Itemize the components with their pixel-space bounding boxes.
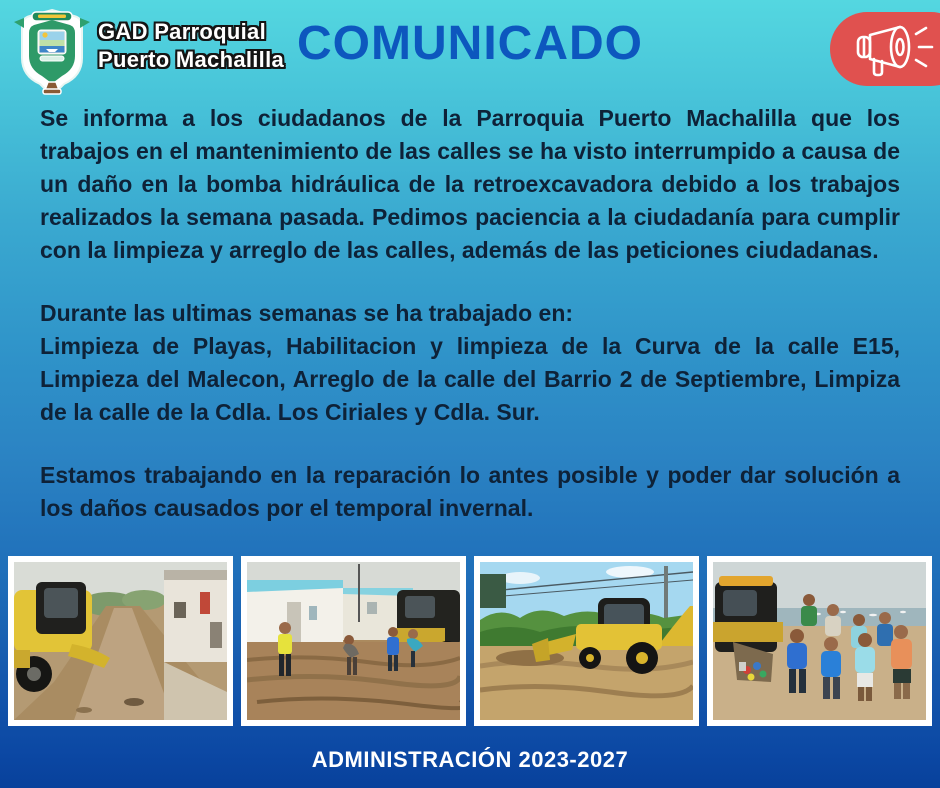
megaphone-badge (830, 12, 940, 86)
recent-works-intro: Durante las ultimas semanas se ha trabajado en: (40, 300, 574, 326)
org-name-line2: Puerto Machalilla (98, 46, 285, 72)
megaphone-icon (844, 18, 940, 80)
photo-backhoe-grading-road (474, 556, 699, 726)
footer (0, 732, 940, 788)
photo-beach-cleanup-group-image (713, 562, 926, 720)
org-name-line1: GAD Parroquial (98, 19, 267, 44)
photo-backhoe-dirt-street (8, 556, 233, 726)
paragraph-repair-promise: Estamos trabajando en la reparación lo antes posible y poder dar solución a los daños causados por el temporal invernal. (40, 462, 900, 521)
photo-backhoe-grading-road-image (480, 562, 693, 720)
page-title: COMUNICADO (297, 17, 643, 70)
photo-workers-muddy-street (241, 556, 466, 726)
photo-workers-muddy-street-image (247, 562, 460, 720)
header (0, 0, 940, 96)
photo-backhoe-dirt-street-image (14, 562, 227, 720)
administration-period-label: ADMINISTRACIÓN 2023-2027 (311, 747, 629, 772)
photo-beach-cleanup-group (707, 556, 932, 726)
recent-works-list: Limpieza de Playas, Habilitacion y limpieza de la Curva de la calle E15, Limpieza del Malecon, Arreglo de la calle del Barrio 2 de Septiembre, Limpiza de la calle de la Cdla. Los Ciriales y Cdla. Sur. (40, 333, 900, 425)
announcement-body (0, 96, 940, 525)
paragraph-recent-works (40, 297, 900, 429)
paragraph-maintenance-notice: Se informa a los ciudadanos de la Parroquia Puerto Machalilla que los trabajos en el mantenimiento de las calles se ha visto interrumpido a causa de un daño en la bomba hidráulica de la retroexcavadora debido a los trabajos realizados la semana pasada. Pedimos paciencia a la ciudadanía para cumplir con la limpieza y arreglo de las calles, además de las peticiones ciudadanas. (40, 105, 900, 263)
photo-strip (0, 556, 940, 726)
